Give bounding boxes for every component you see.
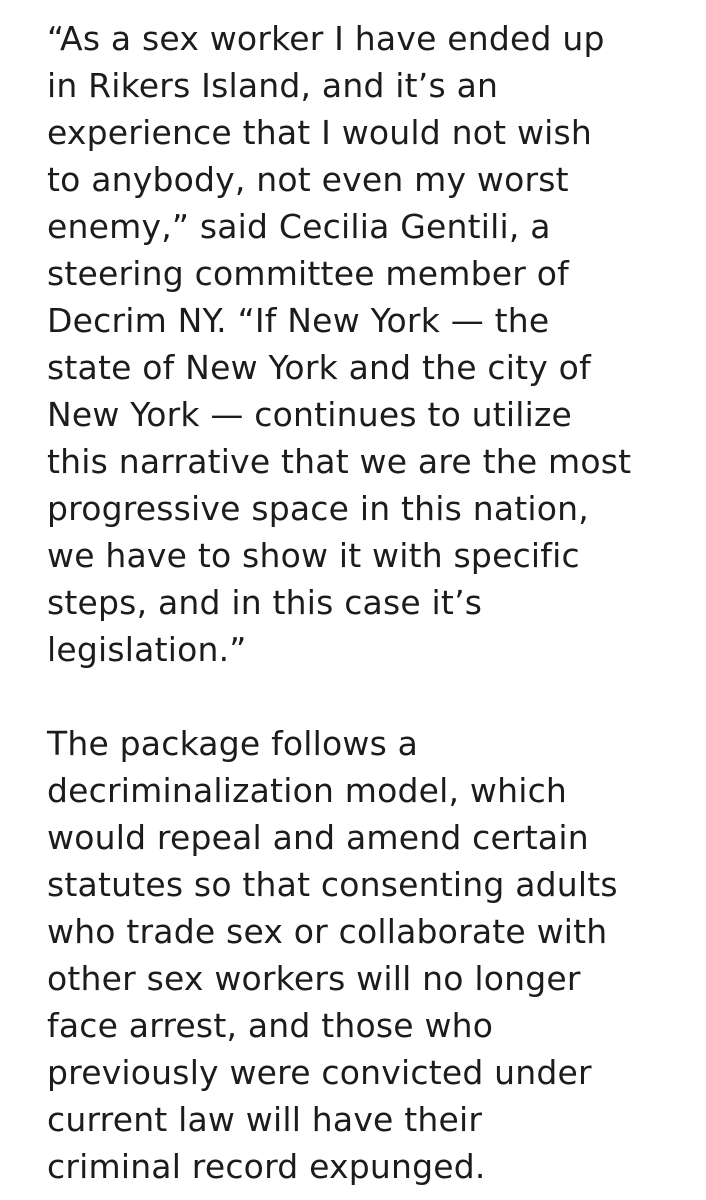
paragraph-line: enemy,” said Cecilia Gentili, a [47, 207, 551, 246]
paragraph-line: experience that I would not wish [47, 113, 593, 152]
paragraph-line: current law will have their [47, 1100, 483, 1139]
paragraph-line: we have to show it with specific [47, 536, 580, 575]
paragraph-line: previously were convicted under [47, 1053, 592, 1092]
paragraph-line: Decrim NY. “If New York — the [47, 301, 550, 340]
paragraph-line: New York — continues to utilize [47, 395, 573, 434]
paragraph-line: decriminalization model, which [47, 771, 568, 810]
paragraph-line: state of New York and the city of [47, 348, 591, 387]
paragraph-line: criminal record expunged. [47, 1147, 486, 1186]
paragraph-line: would repeal and amend certain [47, 818, 589, 857]
paragraph-line: in Rikers Island, and it’s an [47, 66, 499, 105]
paragraph-line: other sex workers will no longer [47, 959, 581, 998]
paragraph-line: legislation.” [47, 630, 247, 669]
paragraph-line: statutes so that consenting adults [47, 865, 618, 904]
paragraph-line: this narrative that we are the most [47, 442, 632, 481]
paragraph-line: The package follows a [47, 724, 419, 763]
paragraph-line: to anybody, not even my worst [47, 160, 569, 199]
paragraph-line: face arrest, and those who [47, 1006, 494, 1045]
paragraph-line: steering committee member of [47, 254, 569, 293]
paragraph-line: “As a sex worker I have ended up [47, 19, 605, 58]
paragraph-line: who trade sex or collaborate with [47, 912, 608, 951]
paragraph-line: progressive space in this nation, [47, 489, 589, 528]
paragraph-line: steps, and in this case it’s [47, 583, 483, 622]
